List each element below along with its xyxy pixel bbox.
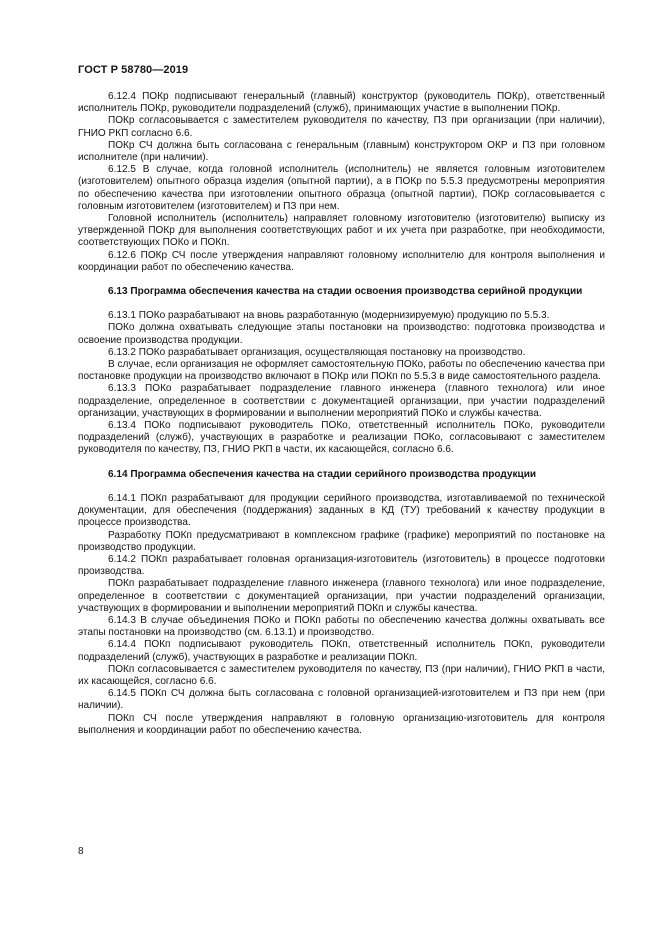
paragraph-6-14-1: 6.14.1 ПОКп разрабатывают для продукции серийного производства, изготавливаемой по технической документации, для обеспечения (поддержания) заданных в КД (ТУ) требований к качеству продукции в процессе производства.: [78, 492, 605, 529]
standard-id-header: ГОСТ Р 58780—2019: [78, 64, 189, 76]
paragraph: ПОКп согласовывается с заместителем руководителя по качеству, ПЗ (при наличии), ГНИО РКП в части, их касающейся, согласно 6.6.: [78, 663, 605, 687]
paragraph: ПОКп СЧ после утверждения направляют в головную организацию-изготовитель для контроля выполнения и координации работ по обеспечению качества.: [78, 712, 605, 736]
paragraph: ПОКр согласовывается с заместителем руководителя по качеству, ПЗ при организации (при наличии), ГНИО РКП согласно 6.6.: [78, 115, 605, 139]
paragraph-6-14-5: 6.14.5 ПОКп СЧ должна быть согласована с головной организацией-изготовителем и ПЗ при нем (при наличии).: [78, 688, 605, 712]
paragraph-6-14-2: 6.14.2 ПОКп разрабатывает головная организация-изготовитель (изготовитель) в процессе подготовки производства.: [78, 553, 605, 578]
paragraph: Головной исполнитель (исполнитель) направляет головному изготовителю (изготовителю) выписку из утвержденной ПОКр для выполнения соответствующих работ и их учета при разработке, при необходимости, соответствующих ПОКо и ПОКп.: [78, 213, 605, 249]
paragraph-6-13-3: 6.13.3 ПОКо разрабатывает подразделение главного инженера (главного технолога) или иное подразделение, определенное в соответствии с документацией организации, при участии подразделений организации, участвующих в формировании и выполнении мероприятий ПОКо и службы качества.: [78, 383, 605, 419]
paragraph: Разработку ПОКп предусматривают в комплексном графике (графике) мероприятий по постановке на производство продукции.: [78, 529, 605, 553]
page-number: 8: [78, 846, 84, 857]
paragraph: ПОКп разрабатывает подразделение главного инженера (главного технолога) или иное подразделение, определенное в соответствии с документацией организации, при участии подразделений организации, участвующих в формировании и выполнении мероприятий ПОКп и службы качества.: [78, 578, 605, 614]
section-heading-6-14: 6.14 Программа обеспечения качества на стадии серийного производства продукции: [108, 468, 537, 480]
paragraph: ПОКо должна охватывать следующие этапы постановки на производство: подготовка производства и освоение производства продукции.: [78, 322, 605, 346]
paragraph-6-12-5: 6.12.5 В случае, когда головной исполнитель (исполнитель) не является головным изготовителем (изготовителем) опытного образца изделия (опытной партии), а в ПОКр по 5.5.3 предусмотрены мероприятия по обеспечению качества при изготовлении опытного образца (опытной партии), ПОКр согласовывается с головным изготовителем (изготовителем) и ПЗ при нем.: [78, 164, 605, 212]
paragraph-6-13-2: 6.13.2 ПОКо разрабатывает организация, осуществляющая постановку на производство.: [108, 346, 526, 358]
section-heading-6-13: 6.13 Программа обеспечения качества на стадии освоения производства серийной продукции: [108, 286, 583, 298]
paragraph-6-12-4: 6.12.4 ПОКр подписывают генеральный (главный) конструктор (руководитель ПОКр), ответственный исполнитель ПОКр, руководители подразделений (служб), принимающих участие в выполнении ПОКр.: [78, 91, 605, 115]
paragraph-6-14-4: 6.14.4 ПОКп подписывают руководитель ПОКп, ответственный исполнитель ПОКп, руководители подразделений (служб), участвующих в разработке и реализации ПОКп.: [78, 639, 605, 663]
paragraph-6-13-4: 6.13.4 ПОКо подписывают руководитель ПОКо, ответственный исполнитель ПОКо, руководители подразделений (служб), участвующих в разработке и реализации ПОКо, согласовывают с заместителем руководителя по качеству, ПЗ, ГНИО РКП в части, их касающейся, согласно 6.6.: [78, 420, 605, 456]
paragraph: В случае, если организация не оформляет самостоятельную ПОКо, работы по обеспечению качества при постановке продукции на производство включают в ПОКр или ПОКп по 5.5.3 в виде самостоятельного раздела.: [78, 359, 605, 383]
paragraph-6-13-1: 6.13.1 ПОКо разрабатывают на вновь разработанную (модернизируемую) продукцию по 5.5.3.: [108, 310, 550, 322]
document-body: [78, 91, 605, 737]
paragraph-6-12-6: 6.12.6 ПОКр СЧ после утверждения направляют головному исполнителю для контроля выполнения и координации работ по обеспечению качества.: [78, 249, 605, 273]
paragraph: ПОКр СЧ должна быть согласована с генеральным (главным) конструктором ОКР и ПЗ при головном исполнителе (при наличии).: [78, 139, 605, 164]
paragraph-6-14-3: 6.14.3 В случае объединения ПОКо и ПОКп работы по обеспечению качества должны охватывать все этапы постановки на производство (см. 6.13.1) и производство.: [78, 614, 605, 639]
